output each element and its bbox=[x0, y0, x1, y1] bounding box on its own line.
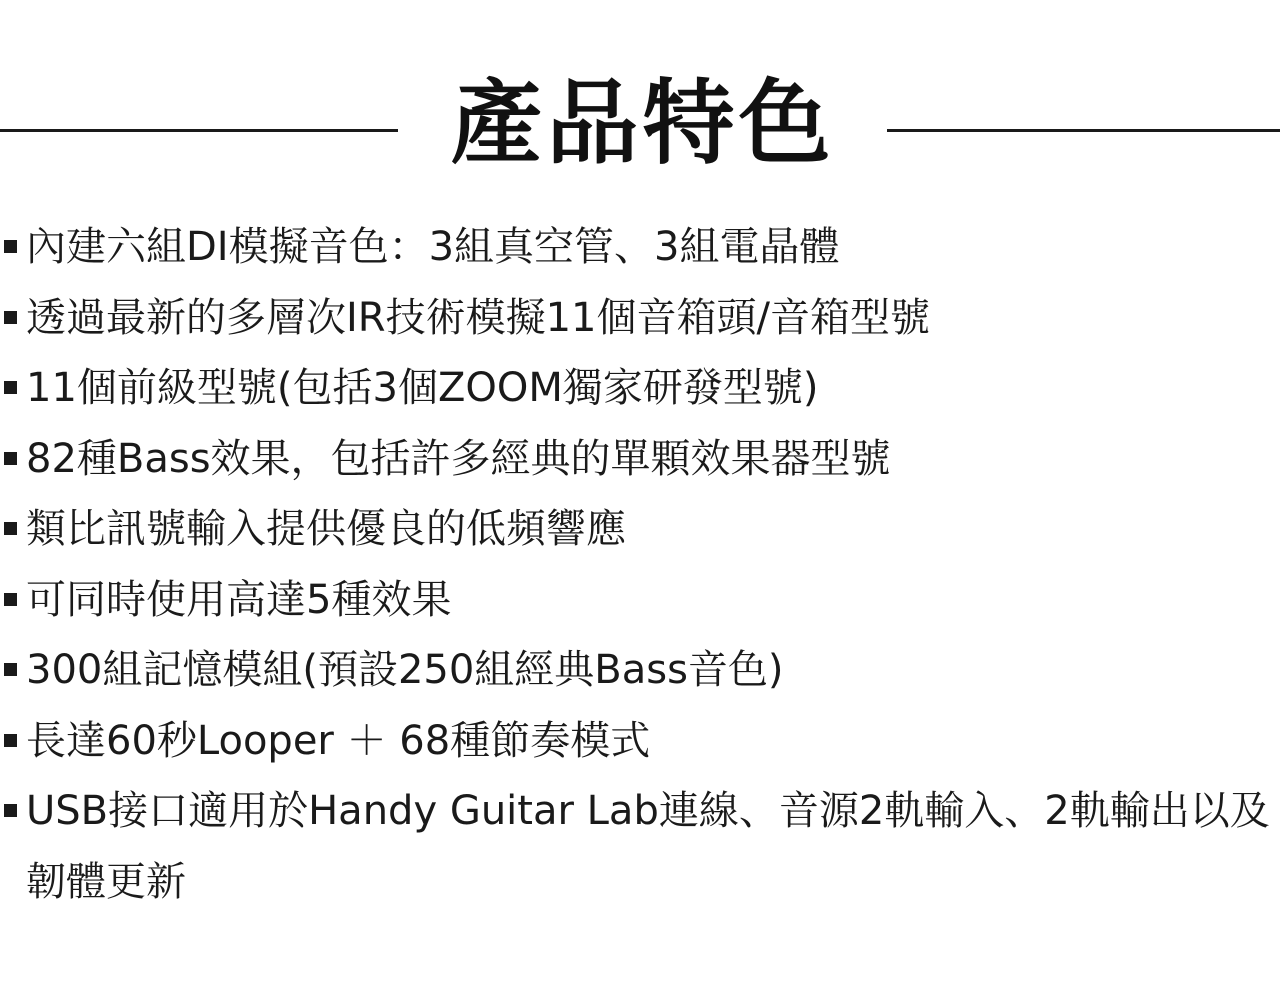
feature-text: USB接口適用於Handy Guitar Lab連線、音源2軌輸入、2軌輸出以及韌體更新 bbox=[26, 788, 1270, 905]
feature-text: 透過最新的多層次IR技術模擬11個音箱頭/音箱型號 bbox=[26, 294, 930, 341]
feature-text: 82種Bass效果，包括許多經典的單顆效果器型號 bbox=[26, 435, 891, 482]
feature-item bbox=[0, 776, 1276, 917]
feature-item bbox=[0, 635, 1280, 706]
feature-item bbox=[0, 565, 1280, 636]
bullet-square-icon bbox=[4, 593, 17, 606]
section-header bbox=[0, 68, 1280, 180]
feature-item bbox=[0, 283, 1280, 354]
feature-text: 11個前級型號(包括3個ZOOM獨家研發型號) bbox=[26, 365, 819, 411]
feature-item bbox=[0, 706, 1280, 777]
bullet-square-icon bbox=[4, 663, 17, 676]
bullet-square-icon bbox=[4, 522, 17, 535]
bullet-square-icon bbox=[4, 311, 17, 324]
page-title: 產品特色 bbox=[450, 70, 835, 177]
feature-item bbox=[0, 494, 1280, 565]
feature-text: 長達60秒Looper ＋ 68種節奏模式 bbox=[26, 717, 651, 764]
feature-text: 可同時使用高達5種效果 bbox=[26, 576, 452, 623]
title-divider-left bbox=[0, 129, 398, 132]
feature-item bbox=[0, 353, 1280, 424]
feature-list bbox=[0, 212, 1280, 917]
bullet-square-icon bbox=[4, 381, 17, 394]
feature-text: 類比訊號輸入提供優良的低頻響應 bbox=[26, 506, 626, 552]
feature-text: 內建六組DI模擬音色：3組真空管、3組電晶體 bbox=[26, 224, 840, 270]
title-divider-right bbox=[887, 129, 1280, 132]
feature-item bbox=[0, 424, 1280, 495]
bullet-square-icon bbox=[4, 240, 17, 253]
feature-item bbox=[0, 212, 1280, 283]
bullet-square-icon bbox=[4, 452, 17, 465]
feature-text: 300組記憶模組(預設250組經典Bass音色) bbox=[26, 647, 784, 693]
bullet-square-icon bbox=[4, 734, 17, 747]
bullet-square-icon bbox=[4, 804, 17, 817]
